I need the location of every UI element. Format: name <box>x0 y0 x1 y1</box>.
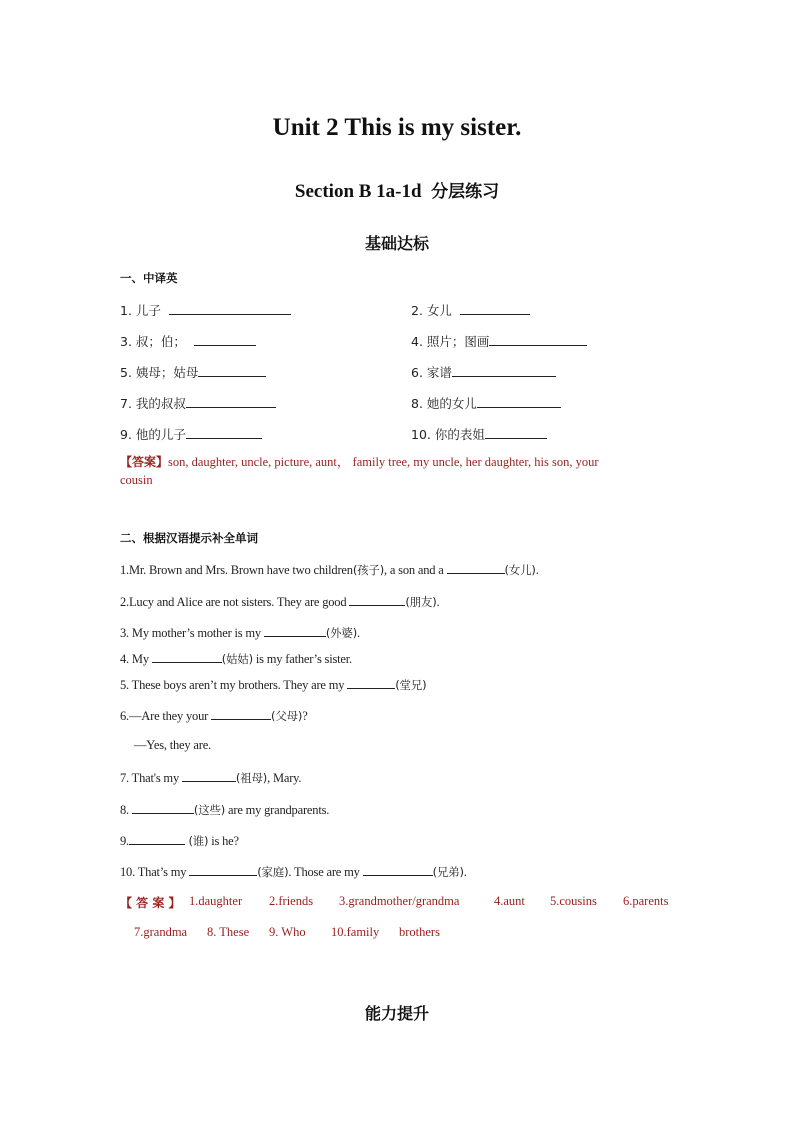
part1-answer <box>120 452 599 470</box>
answer-blank[interactable] <box>132 801 194 814</box>
list-item: 1. 儿子 <box>120 301 291 319</box>
answer-blank[interactable] <box>189 863 257 876</box>
answer-blank[interactable] <box>211 707 271 720</box>
answer-item: 4.aunt <box>494 894 525 908</box>
list-item: 9. 他的儿子 <box>120 425 262 443</box>
part2-answer-tag: 【 答 案 】 <box>120 896 181 910</box>
question-6-reply: —Yes, they are. <box>134 738 211 752</box>
part1-answer-continued: cousin <box>120 473 153 487</box>
question-2: 2.Lucy and Alice are not sisters. They are good (朋友). <box>120 595 440 609</box>
answer-item: 3.grandmother/grandma <box>339 894 460 908</box>
answer-blank[interactable] <box>198 364 266 377</box>
question-9: 9. (谁) is he? <box>120 834 239 848</box>
answer-blank[interactable] <box>186 426 262 439</box>
answer-item: 5.cousins <box>550 894 597 908</box>
question-4: 4. My (姑姑) is my father’s sister. <box>120 652 352 666</box>
answer-item: 7.grandma <box>134 925 188 939</box>
answer-blank[interactable] <box>452 364 556 377</box>
answer-blank[interactable] <box>264 624 326 637</box>
answer-blank[interactable] <box>485 426 547 439</box>
answer-item: 8. These <box>207 925 250 939</box>
level-heading-advanced: 能力提升 <box>364 1004 429 1023</box>
subtitle-section: Section B 1a-1d <box>294 181 422 202</box>
list-item: 4. 照片；图画 <box>411 332 587 350</box>
page-title: Unit 2 This is my sister. <box>272 114 522 141</box>
answer-item: 2.friends <box>269 894 314 908</box>
subtitle-label: 分层练习 <box>431 182 500 202</box>
answer-blank[interactable] <box>194 333 256 346</box>
answer-item: 9. Who <box>269 925 306 939</box>
question-5: 5. These boys aren’t my brothers. They are my (堂兄) <box>120 678 427 692</box>
list-item: 2. 女儿 <box>411 301 530 319</box>
answer-blank[interactable] <box>347 676 395 689</box>
answer-item: 1.daughter <box>189 894 243 908</box>
answer-blank[interactable] <box>152 650 222 663</box>
question-10: 10. That’s my (家庭). Those are my (兄弟). <box>120 865 467 879</box>
answer-blank[interactable] <box>349 593 405 606</box>
list-item: 10. 你的表姐 <box>411 425 547 443</box>
question-3: 3. My mother’s mother is my (外婆). <box>120 626 360 640</box>
answer-blank[interactable] <box>489 333 587 346</box>
answer-blank[interactable] <box>169 302 291 315</box>
question-8: 8. (这些) are my grandparents. <box>120 803 330 817</box>
answer-blank[interactable] <box>460 302 530 315</box>
part2-heading: 二、根据汉语提示补全单词 <box>120 531 258 545</box>
question-1: 1.Mr. Brown and Mrs. Brown have two children(孩子), a son and a (女儿). <box>120 563 539 577</box>
answer-item: brothers <box>399 925 440 939</box>
answer-text: son, daughter, uncle, picture, aunt， family tree, my uncle, her daughter, his son, your <box>168 455 599 469</box>
list-item: 5. 姨母；姑母 <box>120 363 266 381</box>
answer-item: 6.parents <box>623 894 669 908</box>
part1-heading: 一、中译英 <box>120 271 178 285</box>
answer-blank[interactable] <box>186 395 276 408</box>
list-item: 6. 家谱 <box>411 363 556 381</box>
answer-blank[interactable] <box>447 561 505 574</box>
answer-blank[interactable] <box>477 395 561 408</box>
list-item: 3. 叔；伯； <box>120 332 256 350</box>
question-7: 7. That's my (祖母), Mary. <box>120 771 302 785</box>
answer-blank[interactable] <box>182 769 236 782</box>
level-heading-basic: 基础达标 <box>364 234 429 253</box>
answer-item: 10.family <box>331 925 380 939</box>
answer-blank[interactable] <box>129 832 185 845</box>
question-6: 6.—Are they your (父母)? <box>120 709 308 723</box>
page-subtitle <box>0 177 794 203</box>
answer-tag: 【答案】 <box>120 455 169 469</box>
list-item: 7. 我的叔叔 <box>120 394 276 412</box>
list-item: 8. 她的女儿 <box>411 394 561 412</box>
answer-blank[interactable] <box>363 863 433 876</box>
